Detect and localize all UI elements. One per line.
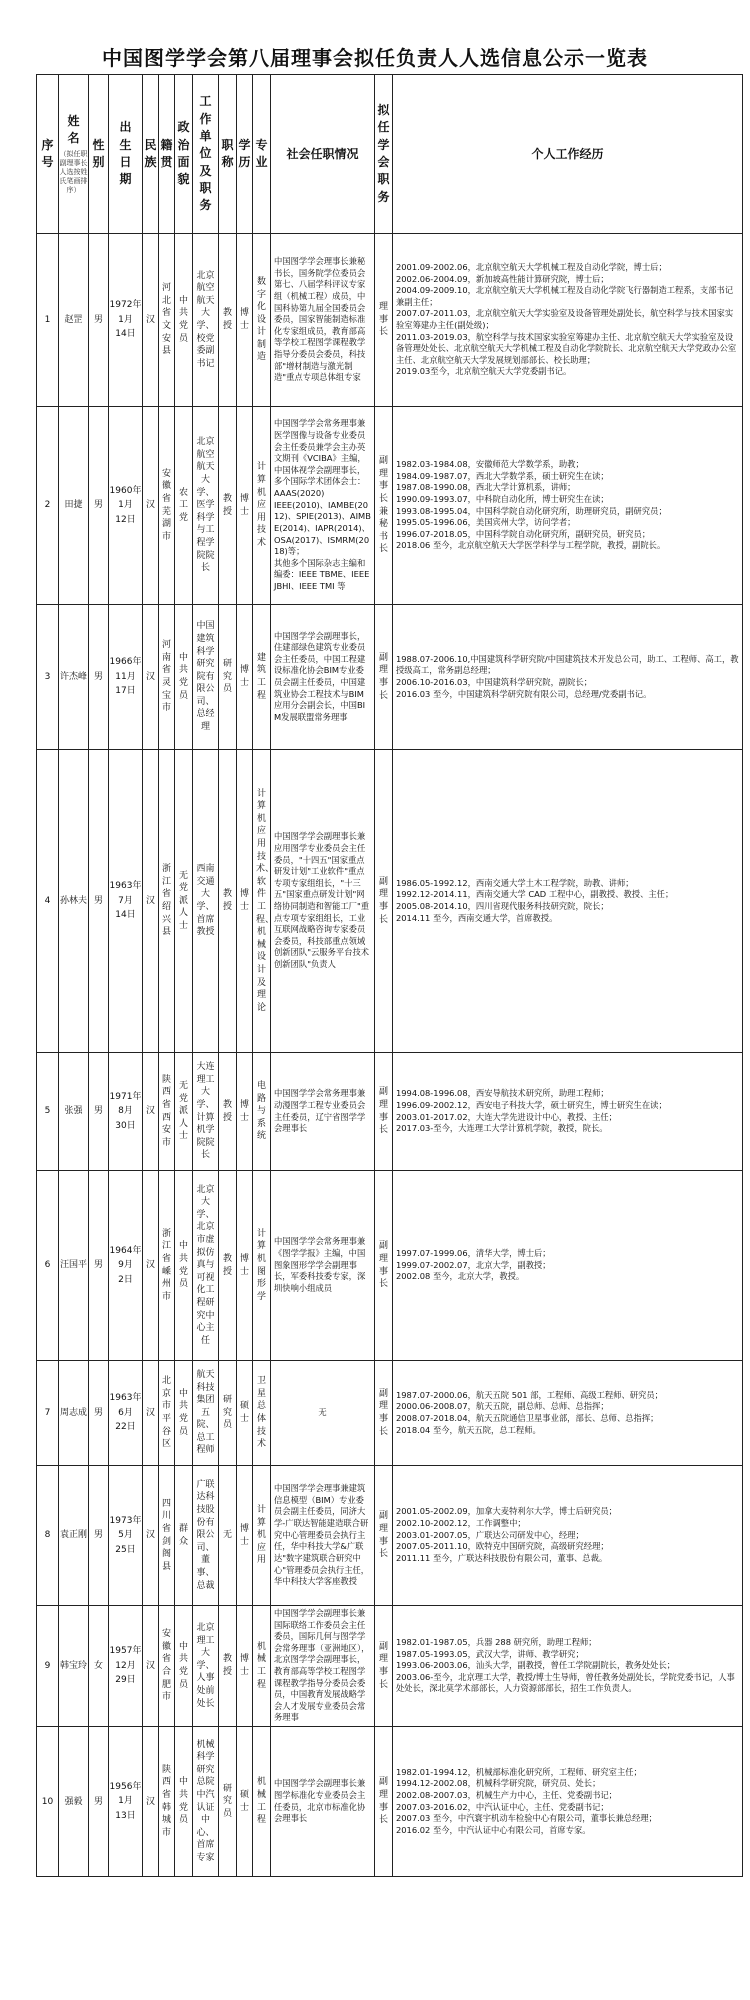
row-major: 计算机图形学 <box>253 1171 271 1361</box>
row-unit: 北京理工大学、人事处前处长 <box>193 1606 219 1727</box>
row-birth: 1966年 11月 17日 <box>109 605 143 750</box>
row-politics: 无党派人士 <box>175 750 193 1053</box>
row-politics: 中共党员 <box>175 1727 193 1877</box>
row-social: 中国图学学会常务理事兼医学图像与设备专业委员会主任委员兼学会主办英文期刊《VCIBA》主编，中国体视学会副理事长， 多个国际学术团体会士：AAAS(2020) IEEE(2010)、IAMBE(2012)、SPIE(2013)、AIMBE(2014)、IAPR(2014)、OSA(2017)、ISMRM(2018)等； 其他多个国际杂志主编和编委：IEEE TBME、IEEE JBHI、IEEE TMI 等 <box>271 407 375 605</box>
row-unit: 机械科学研究总院中汽认证中心、首席专家 <box>193 1727 219 1877</box>
table-row <box>37 407 743 605</box>
row-native: 四川省剑阁县 <box>159 1466 175 1606</box>
row-role: 副理事长 <box>375 1727 393 1877</box>
row-birth: 1963年 7月 14日 <box>109 750 143 1053</box>
row-social: 中国图学学会理事长兼秘书长，国务院学位委员会第七、八届学科评议专家组（机械工程）成员，中国科协第九届全国委员会委员，国家智能制造标准化专家组成员，教育部高等学校工程图学课程教学指导分委员会委员，科技部"增材制造与激光制造"重点专项总体组专家 <box>271 234 375 407</box>
row-edu: 博士 <box>237 407 253 605</box>
row-unit: 大连理工大学、计算机学院院长 <box>193 1053 219 1171</box>
row-major: 电路与系统 <box>253 1053 271 1171</box>
row-career: 1982.01-1987.05，兵器 288 研究所，助理工程师； 1987.05-1993.05，武汉大学，讲师、教学研究； 1993.06-2003.06，汕头大学，副教授，曾任工学院副院长，教务处处长； 2003.06-至今，北京理工大学，教授/博士生导师，曾任教务处副处长，学院党委书记，人事处处长，深北莫学术部部长，人力资源部部长，招生工作负责人。 <box>393 1606 743 1727</box>
row-native: 浙江省绍兴县 <box>159 750 175 1053</box>
row-role: 副理事长兼秘书长 <box>375 407 393 605</box>
header-role: 拟任学会职务 <box>375 75 393 234</box>
row-seq: 1 <box>37 234 59 407</box>
row-career: 1986.05-1992.12，西南交通大学土木工程学院，助教、讲师； 1992.12-2014.11，西南交通大学 CAD 工程中心，副教授、教授、主任； 2005.08-2014.10，四川省现代服务科技研究院，院长； 2014.11 至今，西南交通大学，首席教授。 <box>393 750 743 1053</box>
row-sex: 男 <box>89 1361 109 1466</box>
row-seq: 4 <box>37 750 59 1053</box>
header-sex: 性别 <box>89 75 109 234</box>
row-social: 中国图学学会副理事长，住建部绿色建筑专业委员会主任委员，中国工程建设标准化协会BIM专业委员会副主任委员，中国建筑业协会工程技术与BIM应用分会副会长，中国BIM发展联盟常务理事 <box>271 605 375 750</box>
header-social: 社会任职情况 <box>271 75 375 234</box>
header-title: 职称 <box>219 75 237 234</box>
row-unit: 北京航空航天大学、校党委副书记 <box>193 234 219 407</box>
row-major: 卫星总体技术 <box>253 1361 271 1466</box>
row-edu: 硕士 <box>237 1361 253 1466</box>
table-row <box>37 1361 743 1466</box>
header-major: 专业 <box>253 75 271 234</box>
header-native: 籍贯 <box>159 75 175 234</box>
row-title: 教授 <box>219 1171 237 1361</box>
row-name: 强毅 <box>59 1727 89 1877</box>
row-ethnicity: 汉 <box>143 1606 159 1727</box>
row-career: 2001.09-2002.06，北京航空航天大学机械工程及自动化学院，博士后； 2002.06-2004.09，新加坡高性能计算研究院，博士后； 2004.09-2009.10，北京航空航天大学机械工程及自动化学院飞行器制造工程系，支部书记兼副主任； 2007.07-2011.03，北京航空航天大学实验室及设备管理处副处长，航空科学与技术国家实验室筹建办主任(副处级)； 2011.03-2019.03，航空科学与技术国家实验室筹建办主任、北京航空航天大学实验室及设备管理处处长、北京航空航天大学机械工程及自动化学院院长、北京航空航天大学党政办公室主任、北京航空航天大学发展规划部部长、校长助理； 2019.03至今，北京航空航天大学党委副书记。 <box>393 234 743 407</box>
row-native: 河南省灵宝市 <box>159 605 175 750</box>
row-birth: 1957年 12月 29日 <box>109 1606 143 1727</box>
row-name: 韩宝玲 <box>59 1606 89 1727</box>
row-major: 建筑工程 <box>253 605 271 750</box>
row-seq: 3 <box>37 605 59 750</box>
row-role: 副理事长 <box>375 605 393 750</box>
row-role: 副理事长 <box>375 1466 393 1606</box>
row-ethnicity: 汉 <box>143 1361 159 1466</box>
row-birth: 1956年 1月 13日 <box>109 1727 143 1877</box>
row-title: 研究员 <box>219 1361 237 1466</box>
row-birth: 1963年 6月 22日 <box>109 1361 143 1466</box>
row-title: 教授 <box>219 407 237 605</box>
row-name: 周志成 <box>59 1361 89 1466</box>
header-career: 个人工作经历 <box>393 75 743 234</box>
header-name-note: （拟任职副理事长人选按姓氏笔画排序） <box>59 149 88 195</box>
row-native: 陕西省西安市 <box>159 1053 175 1171</box>
row-native: 安徽省合肥市 <box>159 1606 175 1727</box>
row-career: 1994.08-1996.08，西安导航技术研究所，助理工程师； 1996.09-2002.12，西安电子科技大学，硕士研究生，博士研究生在读； 2003.01-2017.02，大连大学先进设计中心，教授、主任； 2017.03-至今，大连理工大学计算机学院，教授，院长。 <box>393 1053 743 1171</box>
row-politics: 中共党员 <box>175 1606 193 1727</box>
row-edu: 博士 <box>237 750 253 1053</box>
header-unit: 工作单位及职务 <box>193 75 219 234</box>
row-sex: 男 <box>89 750 109 1053</box>
row-title: 教授 <box>219 1053 237 1171</box>
row-unit: 西南交通大学、首席教授 <box>193 750 219 1053</box>
table-row <box>37 1727 743 1877</box>
row-role: 理事长 <box>375 234 393 407</box>
row-sex: 男 <box>89 1053 109 1171</box>
row-native: 北京市平谷区 <box>159 1361 175 1466</box>
row-edu: 博士 <box>237 1171 253 1361</box>
row-major: 机械工程 <box>253 1606 271 1727</box>
row-birth: 1971年 8月 30日 <box>109 1053 143 1171</box>
row-major: 数字化设计制造 <box>253 234 271 407</box>
row-major: 机械工程 <box>253 1727 271 1877</box>
header-birth: 出生日期 <box>109 75 143 234</box>
table-row <box>37 234 743 407</box>
row-career: 1988.07-2006.10,中国建筑科学研究院/中国建筑技术开发总公司，助工、工程师、高工，教授级高工，常务副总经理； 2006.10-2016.03，中国建筑科学研究院，副院长； 2016.03 至今，中国建筑科学研究院有限公司，总经理/党委副书记。 <box>393 605 743 750</box>
row-sex: 男 <box>89 234 109 407</box>
row-sex: 男 <box>89 1466 109 1606</box>
row-social: 中国图学学会副理事长兼图学标准化专业委员会主任委员，北京市标准化协会理事长 <box>271 1727 375 1877</box>
row-birth: 1960年 1月 12日 <box>109 407 143 605</box>
row-title: 教授 <box>219 750 237 1053</box>
row-seq: 5 <box>37 1053 59 1171</box>
row-politics: 无党派人士 <box>175 1053 193 1171</box>
row-politics: 中共党员 <box>175 1361 193 1466</box>
row-ethnicity: 汉 <box>143 1171 159 1361</box>
page-title: 中国图学学会第八届理事会拟任负责人人选信息公示一览表 <box>102 46 648 70</box>
row-politics: 群众 <box>175 1466 193 1606</box>
row-name: 孙林夫 <box>59 750 89 1053</box>
row-native: 浙江省嵊州市 <box>159 1171 175 1361</box>
row-ethnicity: 汉 <box>143 1053 159 1171</box>
row-career: 1987.07-2000.06，航天五院 501 部，工程师、高级工程师、研究员； 2000.06-2008.07，航天五院，副总师、总师、总指挥； 2008.07-2018.04，航天五院通信卫星事业部，部长、总师、总指挥； 2018.04 至今，航天五院，总工程师。 <box>393 1361 743 1466</box>
row-sex: 男 <box>89 1171 109 1361</box>
row-seq: 7 <box>37 1361 59 1466</box>
row-politics: 中共党员 <box>175 1171 193 1361</box>
row-sex: 女 <box>89 1606 109 1727</box>
row-role: 副理事长 <box>375 1606 393 1727</box>
row-career: 1982.03-1984.08，安徽师范大学数学系，助教； 1984.09-1987.07，西北大学数学系，硕士研究生在读； 1987.08-1990.08，西北大学计算机系，讲师； 1990.09-1993.07，中科院自动化所，博士研究生在读； 1993.08-1995.04，中国科学院自动化研究所，助理研究员，副研究员； 1995.05-1996.06，美国宾州大学，访问学者； 1996.07-2018.05，中国科学院自动化研究所，副研究员，研究员； 2018.06 至今，北京航空航天大学医学科学与工程学院，教授，副院长。 <box>393 407 743 605</box>
row-unit: 中国建筑科学研究院有限公司、总经理 <box>193 605 219 750</box>
row-title: 教授 <box>219 1606 237 1727</box>
row-edu: 博士 <box>237 1053 253 1171</box>
row-native: 陕西省韩城市 <box>159 1727 175 1877</box>
row-native: 河北省文安县 <box>159 234 175 407</box>
row-social: 无 <box>271 1361 375 1466</box>
row-edu: 博士 <box>237 605 253 750</box>
table-row <box>37 1171 743 1361</box>
row-birth: 1972年 1月 14日 <box>109 234 143 407</box>
row-name: 许杰峰 <box>59 605 89 750</box>
row-seq: 8 <box>37 1466 59 1606</box>
row-social: 中国图学学会副理事长兼国际联络工作委员会主任委员，国际几何与图学学会常务理事（亚洲地区），北京图学学会副理事长，教育部高等学校工程图学课程教学指导分委员会委员，中国教育发展战略学会人才发展专业委员会常务理事 <box>271 1606 375 1727</box>
table-row <box>37 1466 743 1606</box>
info-table <box>36 74 743 1877</box>
row-politics: 中共党员 <box>175 605 193 750</box>
row-title: 研究员 <box>219 1727 237 1877</box>
row-ethnicity: 汉 <box>143 605 159 750</box>
row-edu: 博士 <box>237 234 253 407</box>
header-edu: 学历 <box>237 75 253 234</box>
row-social: 中国图学学会常务理事兼动漫图学工程专业委员会主任委员，辽宁省图学学会理事长 <box>271 1053 375 1171</box>
row-role: 副理事长 <box>375 1053 393 1171</box>
row-politics: 农工党 <box>175 407 193 605</box>
row-name: 汪国平 <box>59 1171 89 1361</box>
table-row <box>37 1053 743 1171</box>
header-ethnicity: 民族 <box>143 75 159 234</box>
row-major: 计算机应用技术 <box>253 407 271 605</box>
row-role: 副理事长 <box>375 750 393 1053</box>
row-career: 2001.05-2002.09，加拿大麦特利尔大学，博士后研究员； 2002.10-2002.12，工作调整中； 2003.01-2007.05，广联达公司研发中心，经理； 2007.05-2011.10，欧特克中国研究院，高级研究经理； 2011.11 至今，广联达科技股份有限公司，董事、总裁。 <box>393 1466 743 1606</box>
header-name: 姓名 （拟任职副理事长人选按姓氏笔画排序） <box>59 75 89 234</box>
row-politics: 中共党员 <box>175 234 193 407</box>
row-name: 袁正刚 <box>59 1466 89 1606</box>
row-title: 教授 <box>219 234 237 407</box>
row-sex: 男 <box>89 1727 109 1877</box>
row-social: 中国图学学会常务理事兼《图学学报》主编，中国图象图形学学会副理事长，军委科技委专家，深圳快响小组成员 <box>271 1171 375 1361</box>
row-seq: 9 <box>37 1606 59 1727</box>
table-header-row <box>37 75 743 234</box>
row-social: 中国图学学会副理事长兼应用图学专业委员会主任委员，"十四五"国家重点研发计划"工业软件"重点专项专家组组长，"十三五"国家重点研发计划"网络协同制造和智能工厂"重点专项专家组组长，工业互联网战略咨询专家委员会委员，科技部重点领域创新团队"云服务平台技术创新团队"负责人 <box>271 750 375 1053</box>
row-native: 安徽省芜湖市 <box>159 407 175 605</box>
row-social: 中国图学学会理事兼建筑信息模型（BIM）专业委员会副主任委员，同济大学-广联达智能建造联合研究中心管理委员会执行主任，华中科技大学&广联达"数字建筑联合研究中心"管理委员会执行主任，华中科技大学客座教授 <box>271 1466 375 1606</box>
row-ethnicity: 汉 <box>143 750 159 1053</box>
row-role: 副理事长 <box>375 1171 393 1361</box>
row-major: 计算机应用 <box>253 1466 271 1606</box>
row-role: 副理事长 <box>375 1361 393 1466</box>
row-ethnicity: 汉 <box>143 1727 159 1877</box>
row-name: 张强 <box>59 1053 89 1171</box>
row-birth: 1964年 9月 2日 <box>109 1171 143 1361</box>
row-title: 研究员 <box>219 605 237 750</box>
row-title: 无 <box>219 1466 237 1606</box>
header-politics: 政治面貌 <box>175 75 193 234</box>
row-sex: 男 <box>89 605 109 750</box>
row-seq: 6 <box>37 1171 59 1361</box>
row-ethnicity: 汉 <box>143 407 159 605</box>
row-unit: 航天科技集团五院、总工程师 <box>193 1361 219 1466</box>
row-ethnicity: 汉 <box>143 234 159 407</box>
header-seq: 序号 <box>37 75 59 234</box>
row-seq: 2 <box>37 407 59 605</box>
row-ethnicity: 汉 <box>143 1466 159 1606</box>
row-seq: 10 <box>37 1727 59 1877</box>
row-edu: 博士 <box>237 1466 253 1606</box>
table-row <box>37 1606 743 1727</box>
row-birth: 1973年 5月 25日 <box>109 1466 143 1606</box>
row-edu: 硕士 <box>237 1727 253 1877</box>
row-edu: 博士 <box>237 1606 253 1727</box>
row-name: 赵罡 <box>59 234 89 407</box>
table-row <box>37 750 743 1053</box>
row-career: 1982.01-1994.12，机械部标准化研究所，工程师、研究室主任； 1994.12-2002.08，机械科学研究院，研究员、处长； 2002.08-2007.03，机械生产力中心，主任、党委副书记； 2007.03-2016.02，中汽认证中心，主任、党委副书记； 2007.03 至今，中汽寰宇机动车检验中心有限公司，董事长兼总经理； 2016.02 至今，中汽认证中心有限公司，首席专家。 <box>393 1727 743 1877</box>
row-career: 1997.07-1999.06，清华大学，博士后； 1999.07-2002.07，北京大学，副教授； 2002.08 至今，北京大学，教授。 <box>393 1171 743 1361</box>
row-name: 田捷 <box>59 407 89 605</box>
row-unit: 北京航空航天大学、医学科学与工程学院院长 <box>193 407 219 605</box>
table-row <box>37 605 743 750</box>
row-unit: 广联达科技股份有限公司、董事、总裁 <box>193 1466 219 1606</box>
row-sex: 男 <box>89 407 109 605</box>
row-major: 计算机应用技术、软件工程、机械设计及理论 <box>253 750 271 1053</box>
row-unit: 北京大学、北京市虚拟仿真与可视化工程研究中心主任 <box>193 1171 219 1361</box>
